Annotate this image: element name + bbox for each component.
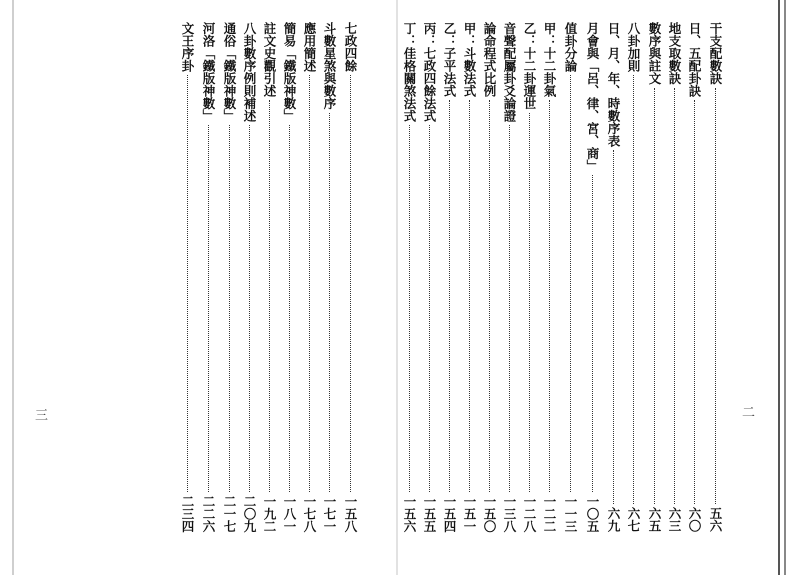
toc-leader-dots (633, 75, 634, 504)
right-page-edge-shadow (784, 0, 786, 575)
toc-page-number: 六三 (667, 507, 682, 532)
toc-entry (302, 22, 316, 532)
toc-page-number: 一二二 (542, 494, 557, 532)
toc-leader-dots (350, 75, 351, 492)
toc-entry (343, 22, 357, 532)
toc-leader-dots (509, 125, 510, 492)
toc-leader-dots (208, 125, 209, 492)
toc-leader-dots (289, 125, 290, 492)
toc-entry (563, 22, 577, 532)
toc-page-number: 六九 (606, 507, 621, 532)
toc-leader-dots (694, 100, 695, 504)
toc-entry (262, 22, 276, 532)
toc-page-number: 二三四 (180, 494, 195, 532)
right-page-number: 二 (739, 405, 754, 418)
toc-title: 論命程式比例 (482, 22, 497, 97)
center-gutter (396, 0, 398, 575)
toc-entry (282, 22, 296, 532)
toc-title: 丁：佳格關煞法式 (402, 22, 417, 122)
toc-title: 河洛「鐵版神數」 (201, 22, 216, 122)
toc-title: 應用簡述 (302, 22, 317, 72)
toc-leader-dots (229, 125, 230, 492)
toc-entry (502, 22, 516, 532)
toc-entry (442, 22, 456, 532)
toc-page-number: 一八一 (282, 494, 297, 532)
toc-title: 八卦加則 (626, 22, 641, 72)
toc-leader-dots (409, 125, 410, 492)
toc-page-number: 六五 (647, 507, 662, 532)
toc-page-number: 六〇 (687, 507, 702, 532)
toc-leader-dots (529, 113, 530, 492)
toc-title: 乙：十二卦運世 (522, 22, 537, 110)
toc-title: 干支配數訣 (708, 22, 723, 85)
toc-page-number: 一九二 (262, 494, 277, 532)
toc-entry (522, 22, 536, 532)
toc-leader-dots (592, 175, 593, 492)
toc-title: 七政四餘 (343, 22, 358, 72)
toc-leader-dots (309, 75, 310, 492)
toc-title: 通俗「鐵版神數」 (222, 22, 237, 122)
toc-leader-dots (429, 125, 430, 492)
toc-page-number: 一五四 (442, 494, 457, 532)
left-page-edge (12, 0, 14, 575)
toc-entry (462, 22, 476, 532)
toc-page-number: 一〇五 (585, 494, 600, 532)
toc-title: 值卦分論 (563, 22, 578, 72)
toc-page-number: 一三八 (502, 494, 517, 532)
toc-page-number: 一二八 (522, 494, 537, 532)
toc-page-number: 一七八 (302, 494, 317, 532)
toc-title: 數序與註文 (647, 22, 662, 85)
toc-title: 甲：斗數法式 (462, 22, 477, 97)
toc-entry (222, 22, 236, 532)
toc-entry (585, 22, 599, 532)
toc-page-number: 一五〇 (482, 494, 497, 532)
toc-entry (322, 22, 336, 532)
toc-entry (402, 22, 416, 532)
toc-page-number: 一五一 (462, 494, 477, 532)
toc-leader-dots (249, 125, 250, 492)
toc-entry (687, 22, 701, 532)
toc-entry (626, 22, 640, 532)
left-page-number: 三 (32, 408, 47, 421)
toc-title: 月會與「呂、律、宮、商」 (585, 22, 600, 172)
toc-leader-dots (654, 88, 655, 505)
toc-page-number: 一五六 (402, 494, 417, 532)
toc-page-number: 二二六 (201, 494, 216, 532)
toc-title: 斗數星煞與數序 (322, 22, 337, 110)
toc-leader-dots (187, 75, 188, 492)
toc-page-number: 一五八 (343, 494, 358, 532)
toc-page-number: 一五五 (422, 494, 437, 532)
toc-page-number: 一一三 (563, 494, 578, 532)
toc-title: 地支取數訣 (667, 22, 682, 85)
toc-entry (606, 22, 620, 532)
toc-leader-dots (715, 88, 716, 505)
toc-entry (667, 22, 681, 532)
toc-entry (482, 22, 496, 532)
toc-leader-dots (469, 100, 470, 492)
toc-title: 簡易「鐵版神數」 (282, 22, 297, 122)
toc-leader-dots (549, 100, 550, 492)
toc-entry (647, 22, 661, 532)
toc-leader-dots (329, 113, 330, 492)
toc-entry (422, 22, 436, 532)
toc-title: 丙：七政四餘法式 (422, 22, 437, 122)
toc-page-number: 二〇九 (242, 494, 257, 532)
toc-entry (708, 22, 722, 532)
toc-leader-dots (613, 150, 614, 504)
toc-entry (242, 22, 256, 532)
toc-leader-dots (449, 100, 450, 492)
toc-entry (542, 22, 556, 532)
toc-leader-dots (269, 100, 270, 492)
toc-title: 音聲配屬卦爻論證 (502, 22, 517, 122)
toc-leader-dots (489, 100, 490, 492)
toc-title: 八卦數序例則補述 (242, 22, 257, 122)
toc-page-number: 六七 (626, 507, 641, 532)
toc-title: 甲：十二卦氣 (542, 22, 557, 97)
toc-page-number: 一七一 (322, 494, 337, 532)
toc-title: 乙：子平法式 (442, 22, 457, 97)
toc-leader-dots (570, 75, 571, 492)
toc-page-number: 二一七 (222, 494, 237, 532)
toc-page-number: 五六 (708, 507, 723, 532)
toc-entry (180, 22, 194, 532)
toc-entry (201, 22, 215, 532)
toc-leader-dots (674, 88, 675, 505)
toc-title: 日、月、年、時數序表 (606, 22, 621, 147)
toc-title: 文王序卦 (180, 22, 195, 72)
toc-title: 日、五配卦訣 (687, 22, 702, 97)
toc-title: 註文史觀引述 (262, 22, 277, 97)
right-page-edge (778, 0, 780, 575)
